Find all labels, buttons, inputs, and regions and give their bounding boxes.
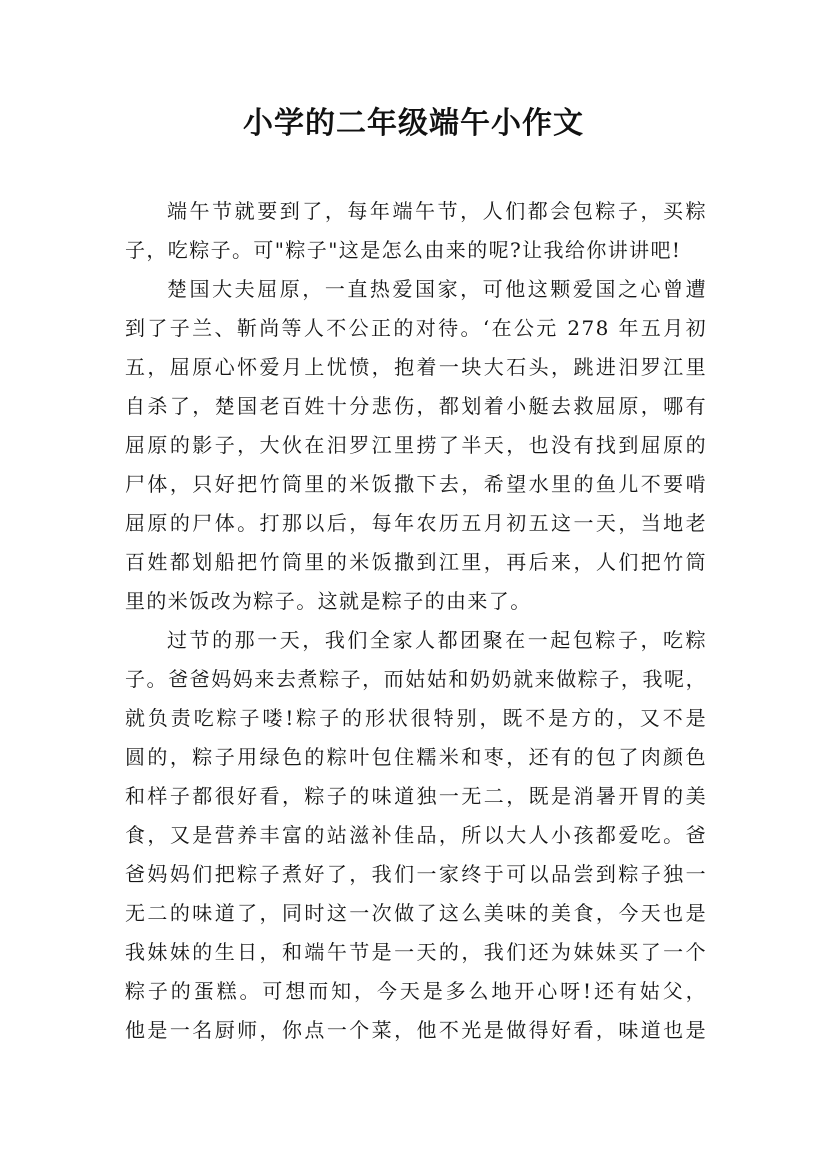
text-line: 端午节就要到了，每年端午节，人们都会包粽子，买粽 [167, 199, 707, 223]
text-line: 无二的味道了，同时这一次做了这么美味的美食，今天也是 [125, 901, 707, 925]
text-line: 屈原的尸体。打那以后，每年农历五月初五这一天，当地老 [125, 511, 707, 535]
text-line: 爸妈妈们把粽子煮好了，我们一家终于可以品尝到粽子独一 [125, 862, 707, 886]
text-line: 他是一名厨师，你点一个菜，他不光是做得好看，味道也是 [125, 1018, 707, 1042]
text-line: 到了子兰、靳尚等人不公正的对待。‘在公元 278 年五月初 [125, 316, 707, 340]
text-line: 子，吃粽子。可"粽子"这是怎么由来的呢?让我给你讲讲吧! [125, 238, 682, 262]
text-line: 尸体，只好把竹筒里的米饭撒下去，希望水里的鱼儿不要啃 [125, 472, 707, 496]
text-line: 过节的那一天，我们全家人都团聚在一起包粽子，吃粽 [167, 628, 707, 652]
text-line: 屈原的影子，大伙在汨罗江里捞了半天，也没有找到屈原的 [125, 433, 707, 457]
text-line: 自杀了，楚国老百姓十分悲伤，都划着小艇去救屈原，哪有 [125, 394, 707, 418]
text-line: 粽子的蛋糕。可想而知，今天是多么地开心呀!还有姑父， [125, 979, 707, 1003]
text-line: 楚国大夫屈原，一直热爱国家，可他这颗爱国之心曾遭 [167, 277, 707, 301]
text-line: 我妹妹的生日，和端午节是一天的，我们还为妹妹买了一个 [125, 940, 707, 964]
paragraph [125, 192, 707, 270]
text-line: 百姓都划船把竹筒里的米饭撒到江里，再后来，人们把竹筒 [125, 550, 707, 574]
text-line: 和样子都很好看，粽子的味道独一无二，既是消暑开胃的美 [125, 784, 707, 808]
text-line: 里的米饭改为粽子。这就是粽子的由来了。 [125, 589, 532, 613]
text-line: 就负责吃粽子喽!粽子的形状很特别，既不是方的，又不是 [125, 706, 707, 730]
document-body [125, 192, 707, 1050]
text-line: 五，屈原心怀爱月上忧愤，抱着一块大石头，跳进汨罗江里 [125, 355, 707, 379]
paragraph [125, 270, 707, 621]
paragraph [125, 621, 707, 1050]
text-line: 圆的，粽子用绿色的粽叶包住糯米和枣，还有的包了肉颜色 [125, 745, 707, 769]
document-title: 小学的二年级端午小作文 [243, 106, 584, 141]
text-line: 食，又是营养丰富的站滋补佳品，所以大人小孩都爱吃。爸 [125, 823, 707, 847]
text-line: 子。爸爸妈妈来去煮粽子，而姑姑和奶奶就来做粽子，我呢， [125, 667, 707, 691]
